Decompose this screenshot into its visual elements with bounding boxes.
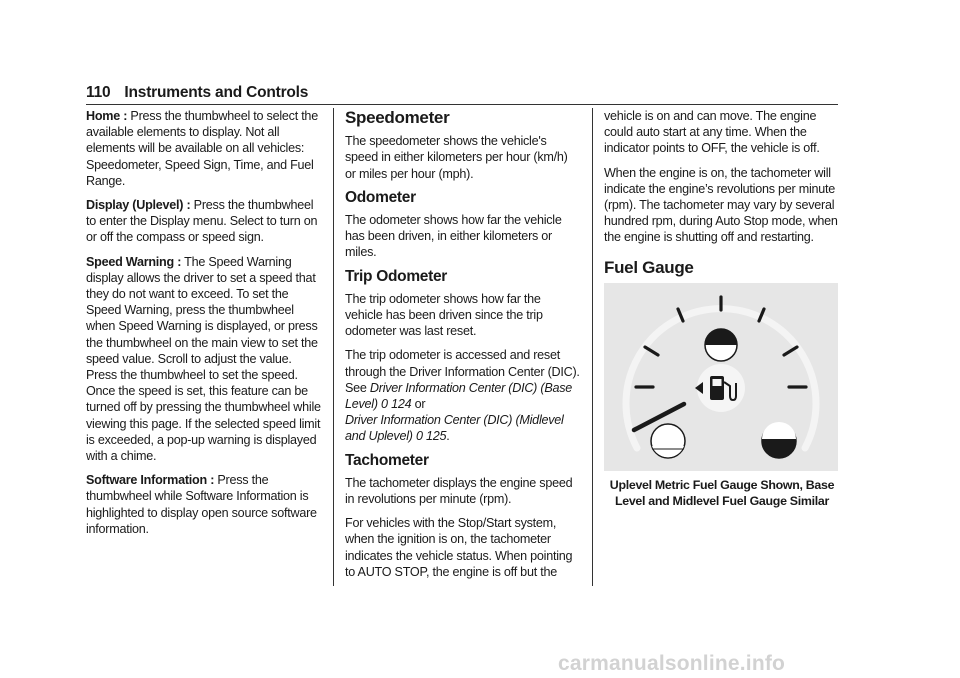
watermark-footer: carmanualsonline.info: [558, 652, 786, 675]
header-rule: [86, 104, 838, 105]
fuel-gauge-figure: [604, 283, 838, 471]
odometer-heading: Odometer: [345, 188, 416, 206]
column-2: [345, 108, 581, 588]
tachometer-continued-text: vehicle is on and can move. The engine could auto start at any time. When the indicator points to OFF, the vehicle is off.: [604, 109, 820, 156]
column-3: [604, 108, 840, 509]
speedometer-heading: Speedometer: [345, 108, 450, 127]
section-title: Instruments and Controls: [124, 84, 309, 101]
list-item: Home : Press the thumbwheel to select the available elements to display. Not all elements will be available on all vehicles: Speedometer, Speed Sign, Time, and Fuel Range.: [86, 109, 318, 188]
tachometer-stopstart-text: For vehicles with the Stop/Start system, when the ignition is on, the tachometer indicates the vehicle status. When pointing to AUTO STOP, the engine is off but the: [345, 516, 573, 579]
odometer-text: The odometer shows how far the vehicle has been driven, in either kilometers or miles.: [345, 213, 562, 260]
list-item: Speed Warning : The Speed Warning display allows the driver to set a speed that they do not want to exceed. To set the Speed Warning, press the thumbwheel when Speed Warning is displayed, or press the thumbwheel on the main view to set the speed value. Scroll to adjust the value. Press the thumbwheel to set the speed. Once the speed is set, this feature can be turned off by pressing the thumbwheel while viewing this page. If the selected speed limit is exceeded, a pop-up warning is displayed with a chime.: [86, 254, 321, 464]
tachometer-text: The tachometer displays the engine speed in revolutions per minute (rpm).: [345, 475, 573, 507]
fuel-gauge-heading: Fuel Gauge: [604, 257, 694, 277]
trip-odometer-reference: The trip odometer is accessed and reset through the Driver Information Center (DIC). See Driver Information Center (DIC) (Base Level) 0 124 or Driver Information Center (DIC) (Midlevel and Uplevel) 0 125.: [345, 348, 580, 444]
page-header: [86, 84, 308, 102]
column-divider: [592, 108, 593, 586]
column-divider: [333, 108, 334, 586]
trip-odometer-text: The trip odometer shows how far the vehicle has been driven since the trip odometer was last reset.: [345, 291, 543, 339]
speedometer-text: The speedometer shows the vehicle's speed in either kilometers per hour (km/h) or miles per hour (mph).: [345, 134, 568, 181]
tachometer-rpm-text: When the engine is on, the tachometer will indicate the engine’s revolutions per minute (rpm). The tachometer may vary by several hundred rpm, during Auto Stop mode, when the engine is shutting off and restarting.: [604, 165, 838, 245]
list-item: Software Information : Press the thumbwheel while Software Information is highlighted to display open source software information.: [86, 473, 317, 536]
page-number: 110: [86, 84, 111, 101]
list-item: Display (Uplevel) : Press the thumbwheel to enter the Display menu. Select to turn on or off the compass or speed sign.: [86, 198, 318, 245]
dic-base-link[interactable]: Driver Information Center (DIC) (Base Level): [345, 380, 573, 412]
dic-midlevel-link[interactable]: Driver Information Center (DIC) (Midlevel and Uplevel): [345, 413, 564, 444]
column-1: [86, 108, 322, 545]
tachometer-heading: Tachometer: [345, 451, 429, 469]
figure-caption: Uplevel Metric Fuel Gauge Shown, Base Level and Midlevel Fuel Gauge Similar: [609, 477, 835, 508]
trip-odometer-heading: Trip Odometer: [345, 267, 448, 285]
